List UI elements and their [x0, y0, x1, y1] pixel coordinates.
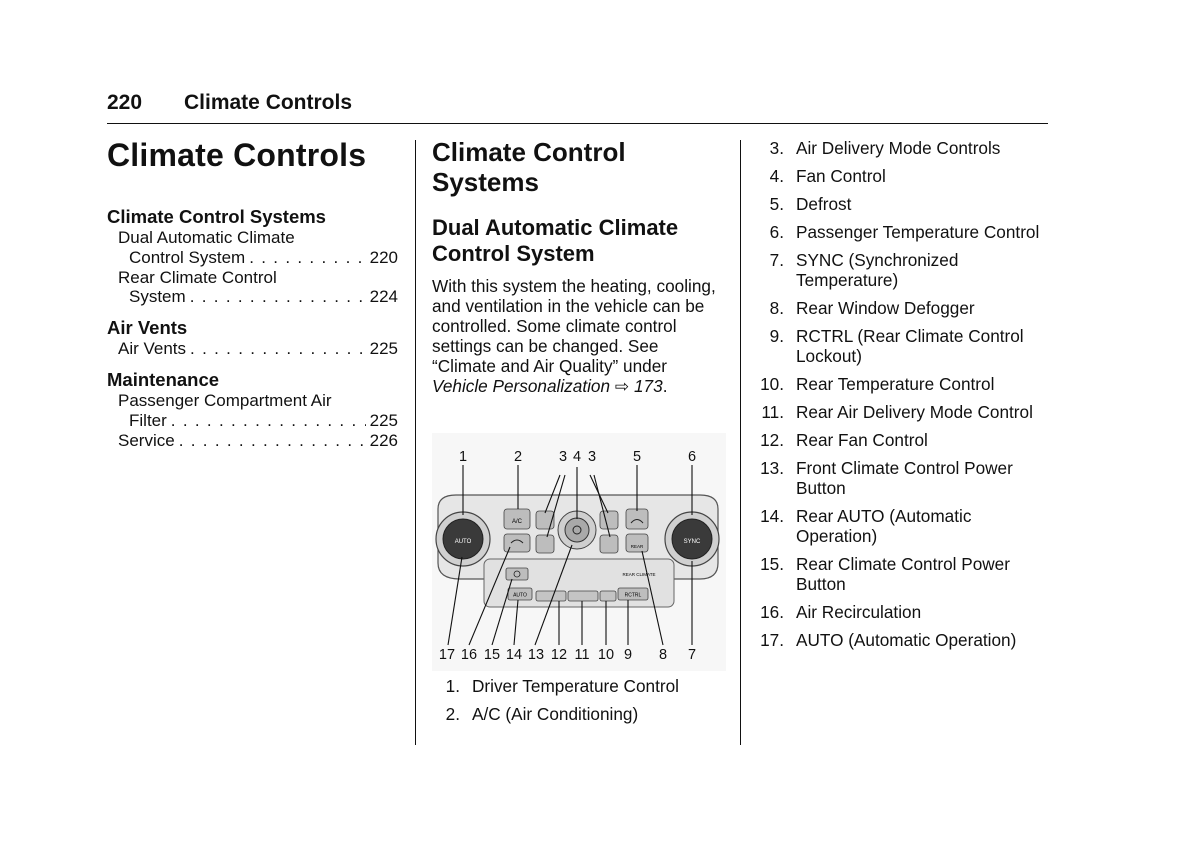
recirculation-button — [504, 534, 530, 552]
toc-entry-continued[interactable] — [107, 287, 398, 307]
mode-button-defog — [600, 535, 618, 553]
legend-item — [756, 194, 1048, 214]
toc-entry-text: Service — [118, 430, 175, 450]
column-divider-right — [740, 140, 741, 745]
callout-number: 11 — [574, 647, 590, 663]
mode-button-vent — [536, 511, 554, 529]
legend-number: 16. — [760, 602, 784, 622]
legend-item — [756, 222, 1048, 242]
legend-item — [756, 506, 1048, 546]
legend-item — [756, 326, 1048, 366]
intro-paragraph — [432, 276, 722, 396]
legend-number: 5. — [769, 194, 784, 214]
legend-item — [432, 676, 722, 696]
callout-number: 3 — [587, 449, 597, 465]
legend-item — [756, 298, 1048, 318]
legend-list-col3 — [756, 138, 1048, 658]
legend-item — [756, 166, 1048, 186]
cross-reference-page[interactable]: 173 — [634, 376, 663, 396]
page-number: 220 — [107, 91, 143, 114]
legend-number: 6. — [769, 222, 784, 242]
legend-text: RCTRL (Rear Climate Control Lockout) — [796, 326, 1024, 366]
rctrl-label: RCTRL — [624, 592, 642, 599]
toc-page-number: 220 — [369, 247, 398, 267]
rear-auto-label: AUTO — [513, 592, 527, 599]
legend-text: Rear Fan Control — [796, 430, 928, 450]
toc-entry[interactable]: Rear Climate Control — [118, 267, 277, 287]
rear-fan-control — [536, 591, 566, 601]
mode-button-bilevel — [600, 511, 618, 529]
legend-text: Rear Air Delivery Mode Control — [796, 402, 1033, 422]
legend-number: 11. — [761, 402, 784, 422]
callout-number: 13 — [527, 647, 545, 663]
toc-entry-continued[interactable] — [107, 248, 398, 268]
rear-defog-button — [626, 534, 648, 552]
toc-entry-text: System — [129, 287, 186, 307]
running-header-title: Climate Controls — [184, 91, 353, 114]
table-of-contents — [107, 206, 398, 450]
rear-climate-label: REAR CLIMATE — [622, 572, 656, 577]
legend-text: A/C (Air Conditioning) — [472, 704, 639, 724]
callout-number: 5 — [632, 449, 642, 465]
toc-entry-text: Control System — [129, 247, 246, 267]
toc-leader-dots — [171, 411, 366, 431]
climate-panel-illustration — [432, 433, 726, 671]
rear-mode-control — [568, 591, 598, 601]
toc-leader-dots — [179, 431, 366, 451]
legend-item — [756, 430, 1048, 450]
callout-number: 8 — [658, 647, 668, 663]
rear-temp-control — [600, 591, 616, 601]
rear-power-button — [506, 568, 528, 580]
legend-item — [756, 630, 1048, 650]
toc-leader-dots — [190, 339, 366, 359]
legend-number: 2. — [445, 704, 460, 724]
legend-item — [756, 138, 1048, 158]
legend-item — [756, 602, 1048, 622]
callout-number: 10 — [597, 647, 615, 663]
legend-number: 4. — [769, 166, 784, 186]
section-title: Climate Controls — [107, 137, 367, 173]
legend-item — [756, 458, 1048, 498]
toc-heading: Maintenance — [107, 368, 220, 390]
legend-text: Front Climate Control Power Button — [796, 458, 1013, 498]
toc-entry-continued[interactable] — [107, 411, 398, 431]
toc-entry[interactable]: Dual Automatic Climate — [118, 228, 295, 247]
legend-number: 15. — [760, 554, 784, 574]
auto-label-left: AUTO — [454, 539, 472, 545]
header-rule — [107, 123, 1048, 124]
legend-text: Driver Temperature Control — [472, 676, 679, 696]
callout-number: 14 — [505, 647, 523, 663]
legend-text: AUTO (Automatic Operation) — [796, 630, 1017, 650]
fan-knob — [565, 518, 589, 542]
legend-number: 9. — [769, 326, 784, 346]
toc-entry[interactable]: Passenger Compartment Air — [118, 390, 332, 410]
sync-label: SYNC — [683, 539, 701, 545]
legend-item — [756, 250, 1048, 290]
legend-text: Rear Window Defogger — [796, 298, 975, 318]
legend-list-col2 — [432, 676, 722, 732]
legend-text: Air Delivery Mode Controls — [796, 138, 1001, 158]
page-ref-arrow-icon: ⇨ — [614, 376, 630, 396]
intro-end: . — [662, 376, 668, 396]
cross-reference-title[interactable]: Vehicle Personalization — [432, 376, 611, 396]
legend-number: 13. — [760, 458, 784, 478]
legend-number: 1. — [445, 676, 460, 696]
toc-entry-text: Air Vents — [118, 339, 187, 359]
callout-number: 15 — [483, 647, 501, 663]
toc-page-number: 225 — [369, 410, 398, 430]
toc-heading: Air Vents — [107, 317, 188, 339]
legend-item — [756, 402, 1048, 422]
toc-heading: Climate Control Systems — [107, 206, 326, 227]
toc-entry-text: Filter — [129, 410, 167, 430]
callout-number: 1 — [458, 449, 468, 465]
legend-number: 14. — [760, 506, 784, 526]
climate-control-panel-figure — [432, 433, 726, 671]
toc-page-number: 225 — [369, 339, 398, 359]
legend-text: Defrost — [796, 194, 852, 214]
toc-leader-dots — [190, 287, 366, 307]
intro-text: With this system the heating, cooling, and ventilation in the vehicle can be controlled. Some climate control settings can be changed. See “Climate and Air Quality” under — [432, 276, 716, 376]
mode-button-floor — [536, 535, 554, 553]
callout-number: 6 — [687, 449, 697, 465]
toc-entry[interactable] — [107, 339, 398, 359]
legend-text: Rear AUTO (Automatic Operation) — [796, 506, 972, 546]
subsection-heading: Climate Control Systems — [432, 137, 626, 197]
rear-label: REAR — [630, 544, 644, 549]
callout-number: 2 — [513, 449, 523, 465]
legend-text: Fan Control — [796, 166, 886, 186]
legend-number: 10. — [760, 374, 784, 394]
sub-subsection-heading: Dual Automatic Climate Control System — [432, 215, 679, 266]
legend-number: 12. — [760, 430, 784, 450]
legend-item — [432, 704, 722, 724]
callout-number: 3 — [558, 449, 568, 465]
callout-number: 16 — [460, 647, 478, 663]
callout-number: 9 — [623, 647, 633, 663]
legend-number: 8. — [769, 298, 784, 318]
callout-number: 12 — [550, 647, 568, 663]
legend-item — [756, 374, 1048, 394]
ac-label: A/C — [511, 519, 523, 525]
legend-text: Rear Climate Control Power Button — [796, 554, 1010, 594]
column-divider-left — [415, 140, 416, 745]
legend-number: 7. — [769, 250, 784, 270]
callout-number: 4 — [572, 449, 582, 465]
toc-page-number: 224 — [369, 287, 398, 307]
callout-number: 17 — [438, 647, 456, 663]
legend-text: Rear Temperature Control — [796, 374, 995, 394]
legend-number: 3. — [769, 138, 784, 158]
legend-text: Air Recirculation — [796, 602, 922, 622]
legend-number: 17. — [760, 630, 784, 650]
callout-number: 7 — [687, 647, 697, 663]
toc-entry[interactable] — [107, 431, 398, 451]
toc-leader-dots — [249, 248, 365, 268]
legend-item — [756, 554, 1048, 594]
legend-text: Passenger Temperature Control — [796, 222, 1040, 242]
legend-text: SYNC (Synchronized Temperature) — [796, 250, 959, 290]
toc-page-number: 226 — [369, 430, 398, 450]
